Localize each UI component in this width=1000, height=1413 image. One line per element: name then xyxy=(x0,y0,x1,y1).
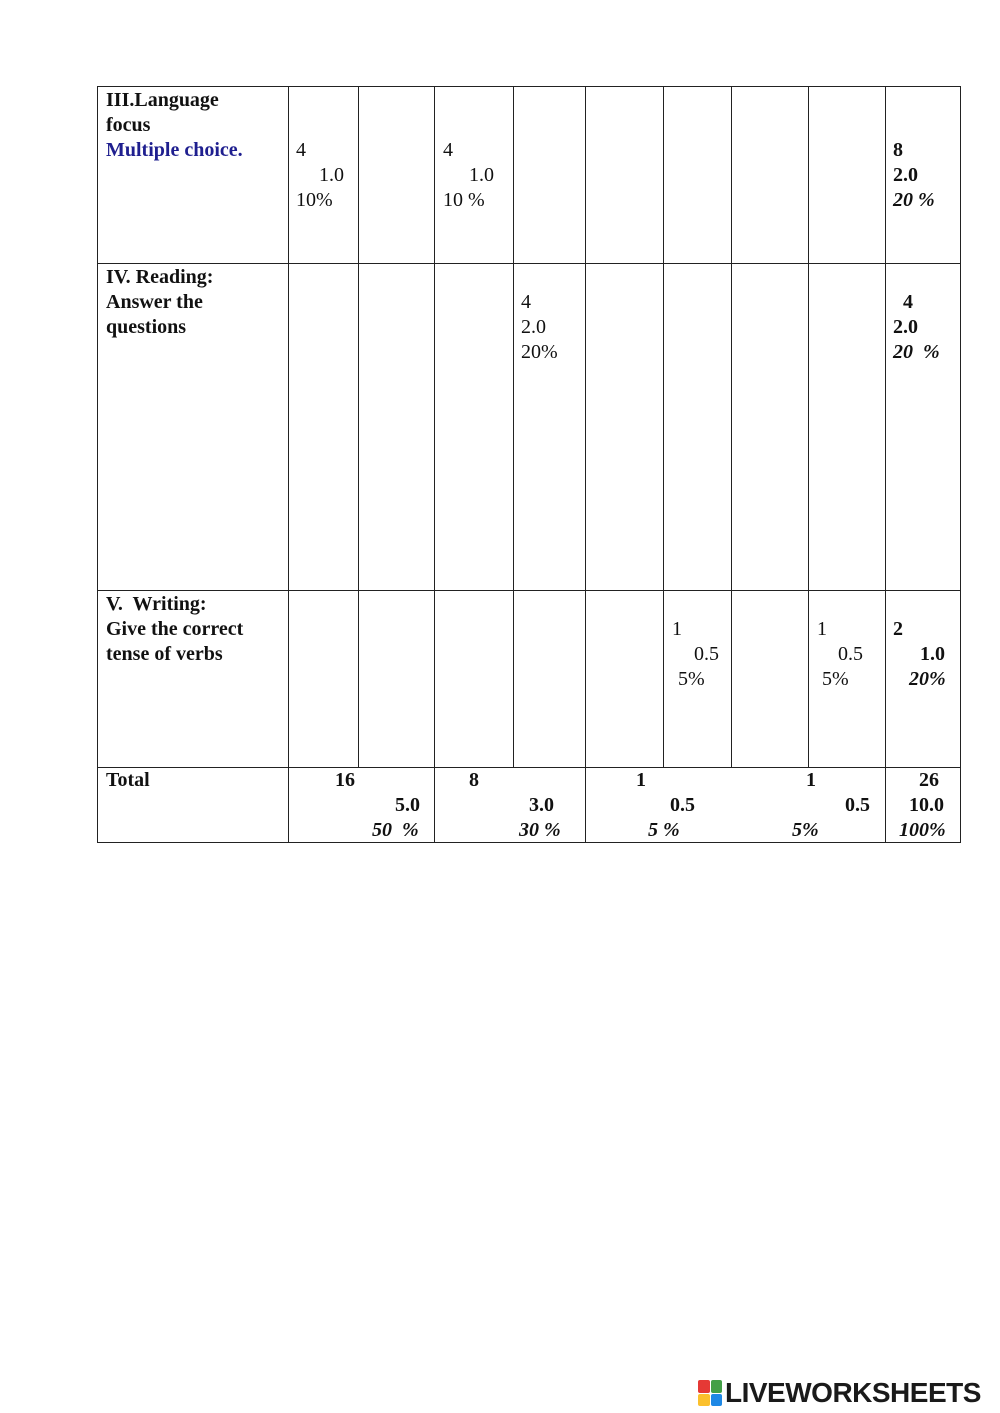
totals-score: 0.5 xyxy=(670,794,695,816)
totals-percent: 50 % xyxy=(372,819,419,841)
totals-score: 0.5 xyxy=(845,794,870,816)
totals-score: 5.0 xyxy=(395,794,420,816)
column-divider xyxy=(513,87,514,767)
grand-total-percent: 100% xyxy=(899,819,946,841)
cell-count: 4 xyxy=(296,139,306,161)
cell-count: 4 xyxy=(443,139,453,161)
row-label-language-focus: focus xyxy=(106,114,151,136)
row-sublabel-multiple-choice: Multiple choice. xyxy=(106,139,243,161)
cell-score: 1.0 xyxy=(469,164,494,186)
column-divider xyxy=(731,87,732,767)
totals-count: 1 xyxy=(806,769,816,791)
totals-count: 8 xyxy=(469,769,479,791)
liveworksheets-logo-icon xyxy=(698,1380,722,1406)
cell-percent: 10% xyxy=(296,189,333,211)
row-label-writing: Give the correct xyxy=(106,618,244,640)
column-divider xyxy=(885,87,886,842)
row-total-percent: 20 % xyxy=(893,341,940,363)
column-divider xyxy=(585,87,586,842)
column-divider xyxy=(808,87,809,767)
cell-score: 1.0 xyxy=(319,164,344,186)
row-label-reading: IV. Reading: xyxy=(106,266,214,288)
row-total-score: 2.0 xyxy=(893,164,918,186)
totals-count: 1 xyxy=(636,769,646,791)
row-label-reading: Answer the xyxy=(106,291,203,313)
row-label-language-focus: III.Language xyxy=(106,89,219,111)
grand-total-count: 26 xyxy=(919,769,939,791)
cell-score: 2.0 xyxy=(521,316,546,338)
cell-count: 1 xyxy=(672,618,682,640)
cell-score: 0.5 xyxy=(838,643,863,665)
cell-count: 1 xyxy=(817,618,827,640)
cell-percent: 5% xyxy=(678,668,705,690)
row-total-count: 4 xyxy=(903,291,913,313)
totals-percent: 5 % xyxy=(648,819,680,841)
cell-score: 0.5 xyxy=(694,643,719,665)
row-total-percent: 20% xyxy=(909,668,946,690)
totals-count: 16 xyxy=(335,769,355,791)
totals-percent: 30 % xyxy=(519,819,561,841)
liveworksheets-logo xyxy=(698,1378,981,1408)
column-divider xyxy=(434,87,435,842)
row-label-writing: V. Writing: xyxy=(106,593,207,615)
row-divider xyxy=(98,590,960,591)
cell-percent: 10 % xyxy=(443,189,485,211)
column-divider xyxy=(288,87,289,842)
grand-total-score: 10.0 xyxy=(909,794,944,816)
row-label-writing: tense of verbs xyxy=(106,643,223,665)
liveworksheets-logo-text: LIVEWORKSHEETS xyxy=(725,1377,981,1408)
row-total-count: 8 xyxy=(893,139,903,161)
row-divider xyxy=(98,767,960,768)
row-total-count: 2 xyxy=(893,618,903,640)
row-divider xyxy=(98,263,960,264)
totals-percent: 5% xyxy=(792,819,819,841)
row-total-percent: 20 % xyxy=(893,189,935,211)
cell-percent: 5% xyxy=(822,668,849,690)
cell-count: 4 xyxy=(521,291,531,313)
column-divider xyxy=(663,87,664,767)
row-total-score: 2.0 xyxy=(893,316,918,338)
column-divider xyxy=(358,87,359,767)
specification-table xyxy=(97,86,961,843)
cell-percent: 20% xyxy=(521,341,558,363)
totals-label: Total xyxy=(106,769,150,791)
row-label-reading: questions xyxy=(106,316,187,338)
row-total-score: 1.0 xyxy=(920,643,945,665)
totals-score: 3.0 xyxy=(529,794,554,816)
